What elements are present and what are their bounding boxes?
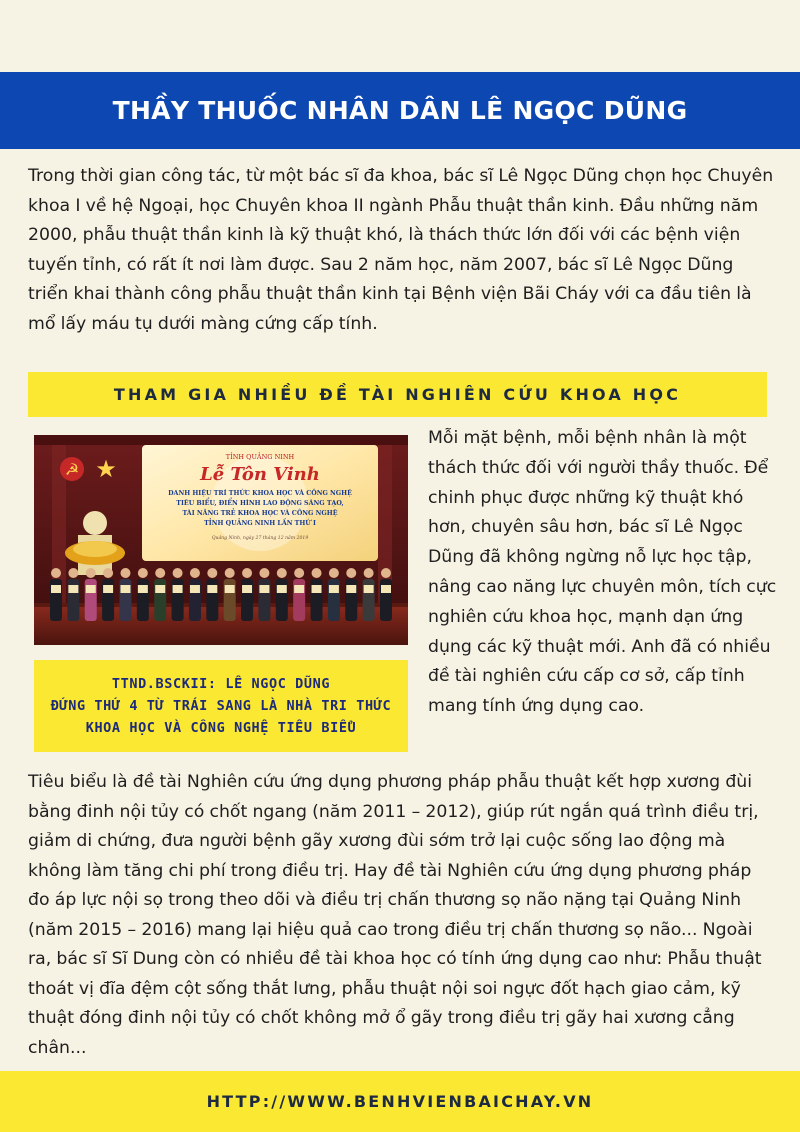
- banner-line-4: TỈNH QUẢNG NINH LẦN THỨ I: [204, 520, 316, 527]
- page-title: THẦY THUỐC NHÂN DÂN LÊ NGỌC DŨNG: [112, 96, 688, 125]
- banner-heading: Lễ Tôn Vinh: [200, 464, 320, 485]
- caption-line-2: ĐỨNG THỨ 4 TỪ TRÁI SANG LÀ NHÀ TRI THỨC: [50, 698, 392, 714]
- award-ceremony-photo: [34, 435, 408, 645]
- section-title: THAM GIA NHIỀU ĐỀ TÀI NGHIÊN CỨU KHOA HỌC: [113, 385, 682, 404]
- website-link[interactable]: HTTP://WWW.BENHVIENBAICHAY.VN: [206, 1092, 594, 1111]
- photo-caption: [34, 660, 408, 752]
- hammer-sickle-icon: ☭: [64, 460, 80, 479]
- banner-line-2: TIÊU BIỂU, ĐIỂN HÌNH LAO ĐỘNG SÁNG TẠO,: [176, 500, 344, 507]
- section-banner: [28, 372, 767, 417]
- banner-province: TỈNH QUẢNG NINH: [225, 453, 295, 461]
- footer-bar: [0, 1071, 800, 1132]
- banner-line-1: DANH HIỆU TRÍ THỨC KHOA HỌC VÀ CÔNG NGHỆ: [168, 490, 352, 497]
- caption-line-1: TTND.BSCKII: LÊ NGỌC DŨNG: [111, 676, 331, 692]
- ceremony-photo-illustration: [34, 435, 408, 645]
- banner-line-3: TÀI NĂNG TRẺ KHOA HỌC VÀ CÔNG NGHỆ: [182, 510, 338, 517]
- title-banner: [0, 72, 800, 149]
- star-icon: ★: [95, 455, 117, 483]
- intro-paragraph: Trong thời gian công tác, từ một bác sĩ đa khoa, bác sĩ Lê Ngọc Dũng chọn học Chuyên khoa I về hệ Ngoại, học Chuyên khoa II ngành Phẫu thuật thần kinh. Đầu những năm 2000, phẫu thuật thần kinh là kỹ thuật khó, là thách thức lớn đối với các bệnh viện tuyến tỉnh, có rất ít nơi làm được. Sau 2 năm học, năm 2007, bác sĩ Lê Ngọc Dũng triển khai thành công phẫu thuật thần kinh tại Bệnh viện Bãi Cháy với ca đầu tiên là mổ lấy máu tụ dưới màng cứng cấp tính.: [28, 166, 774, 334]
- side-paragraph: Mỗi mặt bệnh, mỗi bệnh nhân là một thách thức đối với người thầy thuốc. Để chinh phục được những kỹ thuật khó hơn, chuyên sâu hơn, bác sĩ Lê Ngọc Dũng đã không ngừng nỗ lực học tập, nâng cao năng lực chuyên môn, tích cực nghiên cứu khoa học, mạnh dạn ứng dụng các kỹ thuật mới. Anh đã có nhiều đề tài nghiên cứu cấp cơ sở, cấp tỉnh mang tính ứng dụng cao.: [428, 428, 777, 717]
- body-paragraph: Tiêu biểu là đề tài Nghiên cứu ứng dụng phương pháp phẫu thuật kết hợp xương đùi bằng đinh nội tủy có chốt ngang (năm 2011 – 2012), giúp rút ngắn quá trình điều trị, giảm di chứng, đưa người bệnh gãy xương đùi sớm trở lại cuộc sống lao động mà không làm tăng chi phí trong điều trị. Hay đề tài Nghiên cứu ứng dụng phương pháp đo áp lực nội sọ trong theo dõi và điều trị chấn thương sọ não nặng tại Quảng Ninh (năm 2015 – 2016) mang lại hiệu quả cao trong điều trị chấn thương sọ não... Ngoài ra, bác sĩ Sĩ Dung còn có nhiều đề tài khoa học có tính ứng dụng cao như: Phẫu thuật thoát vị đĩa đệm cột sống thắt lưng, phẫu thuật nội soi ngực đốt hạch giao cảm, kỹ thuật đóng đinh nội tủy có chốt không mở ổ gãy trong điều trị gãy hai xương cẳng chân...: [28, 772, 762, 1058]
- caption-line-3: KHOA HỌC VÀ CÔNG NGHỆ TIÊU BIỂU: [85, 720, 357, 736]
- banner-date: Quảng Ninh, ngày 27 tháng 12 năm 2019: [211, 536, 309, 541]
